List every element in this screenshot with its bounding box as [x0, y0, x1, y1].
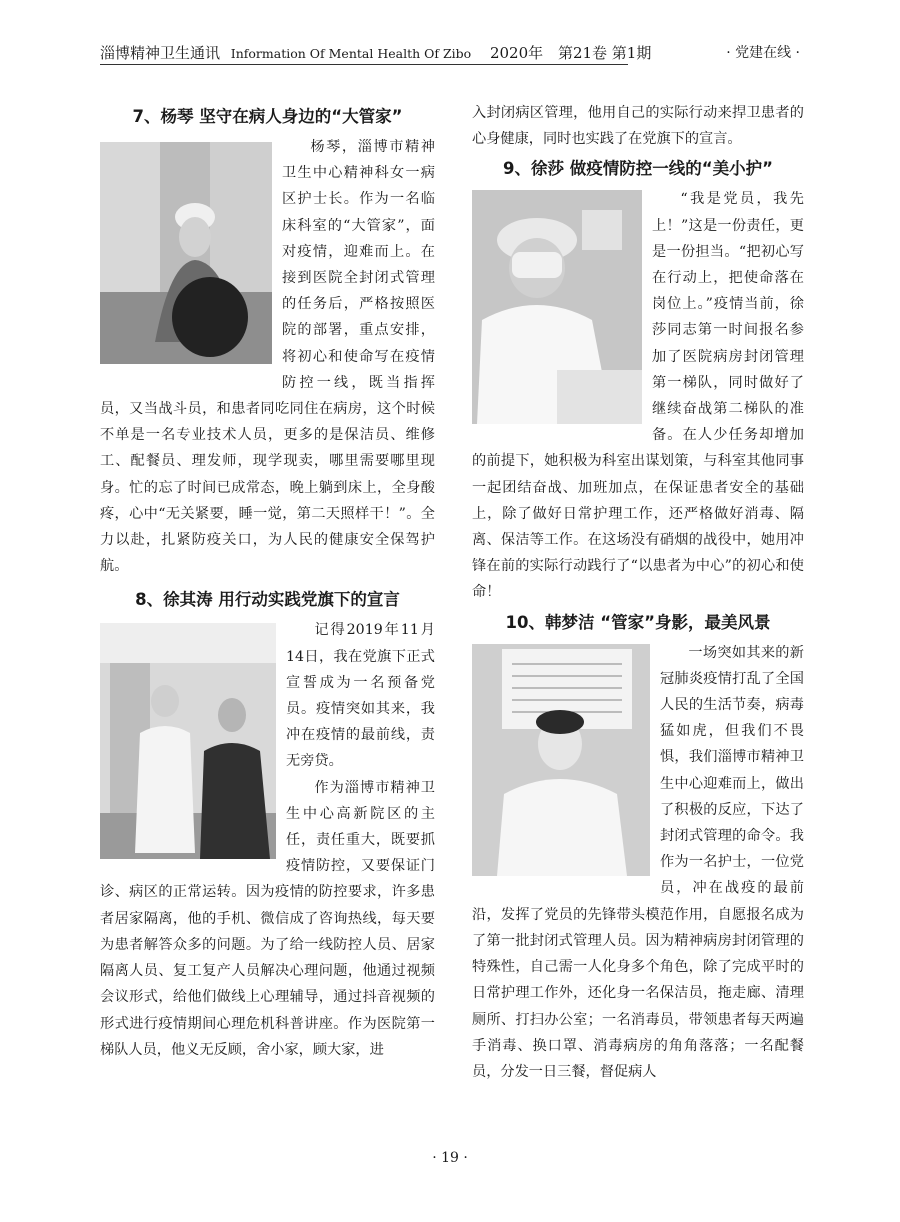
journal-year: 2020年	[489, 44, 544, 62]
article9-body: “我是党员，我先上！”这是一份责任，更是一份担当。“把初心写在行动上，把使命落在岗位上。”疫情当前，徐莎同志第一时间报名参加了医院病房封闭管理第一梯队，同时做好了继续奋战第二梯队的准备。在人少任务却增加的前提下，她积极为科室出谋划策，与科室其他同事一起团结奋战、加班加点，在保证患者安全的基础上，除了做好日常护理工作，还严格做好消毒、隔离、保洁等工作。在这场没有硝烟的战役中，她用冲锋在前的实际行动践行了“以患者为中心”的初心和使命！	[472, 191, 804, 601]
journal-title-cn: 淄博精神卫生通讯	[100, 44, 221, 62]
article10-body: 一场突如其来的新冠肺炎疫情打乱了全国人民的生活节奏，病毒猛如虎，但我们不畏惧，我们淄博市精神卫生中心迎难而上，做出了积极的反应，下达了封闭式管理的命令。我作为一名护士，一位党员，冲在战疫的最前沿，发挥了党员的先锋带头模范作用，自愿报名成为了第一批封闭式管理人员。因为精神病房封闭管理的特殊性，自己需一人化身多个角色，除了完成平时的日常护理工作外，还化身一名保洁员，拖走廊、清理厕所、打扫办公室；一名消毒员，带领患者每天两遍手消毒、换口罩、消毒病房的角角落落；一名配餐员，分发一日三餐，督促病人	[472, 644, 804, 1080]
article8-title: 8、徐其涛 用行动实践党旗下的宣言	[135, 590, 400, 610]
article8-continued: 入封闭病区管理，他用自己的实际行动来捍卫患者的心身健康，同时也实践了在党旗下的宣言。	[472, 105, 804, 148]
article10-title: 10、韩梦洁 “管家”身影，最美风景	[505, 612, 771, 632]
journal-title-en: Information Of Mental Health Of Zibo	[230, 46, 472, 61]
article7-body: 杨琴，淄博市精神卫生中心精神科女一病区护士长。作为一名临床科室的“大管家”，面对疫情，迎难而上。在接到医院全封闭式管理的任务后，严格按照医院的部署，重点安排，将初心和使命写在疫情防控一线，既当指挥员，又当战斗员，和患者同吃同住在病房，这个时候不单是一名专业技术人员，更多的是保洁员、维修工、配餐员、理发师，现学现卖，哪里需要哪里现身。忙的忘了时间已成常态，晚上躺到床上，全身酸疼，心中“无关紧要，睡一觉，第二天照样干！”。全力以赴，扎紧防疫关口，为人民的健康安全保驾护航。	[100, 139, 435, 575]
article7-photo	[100, 142, 272, 364]
page-header	[100, 42, 800, 68]
article9-photo	[472, 190, 642, 424]
article9-title: 9、徐莎 做疫情防控一线的“美小护”	[503, 159, 773, 179]
article7-title: 7、杨琴 坚守在病人身边的“大管家”	[132, 107, 403, 126]
article8-p1: 记得2019年11月14日，我在党旗下正式宣誓成为一名预备党员。疫情突如其来，我冲在疫情的最前线，责无旁贷。	[286, 622, 435, 770]
article8-p2: 作为淄博市精神卫生中心高新院区的主任，责任重大，既要抓疫情防控，又要保证门诊、病区的正常运转。因为疫情的防控要求，许多患者居家隔离，他的手机、微信成了咨询热线，每天要为患者解答众多的问题。为了给一线防控人员、居家隔离人员、复工复产人员解决心理问题，他通过视频会议形式，给他们做线上心理辅导，通过抖音视频的形式进行疫情期间心理危机科普讲座。作为医院第一梯队人员，他义无反顾，舍小家，顾大家，进	[100, 779, 435, 1058]
section-label: · 党建在线 ·	[726, 45, 800, 61]
right-column	[472, 100, 804, 1130]
page-number: · 19 ·	[432, 1150, 468, 1166]
journal-info	[100, 42, 651, 63]
article8-photo	[100, 623, 276, 859]
article10-photo	[472, 644, 650, 876]
left-column	[100, 100, 435, 1130]
header-rule	[100, 64, 628, 65]
journal-issue: 第21卷 第1期	[557, 44, 652, 62]
